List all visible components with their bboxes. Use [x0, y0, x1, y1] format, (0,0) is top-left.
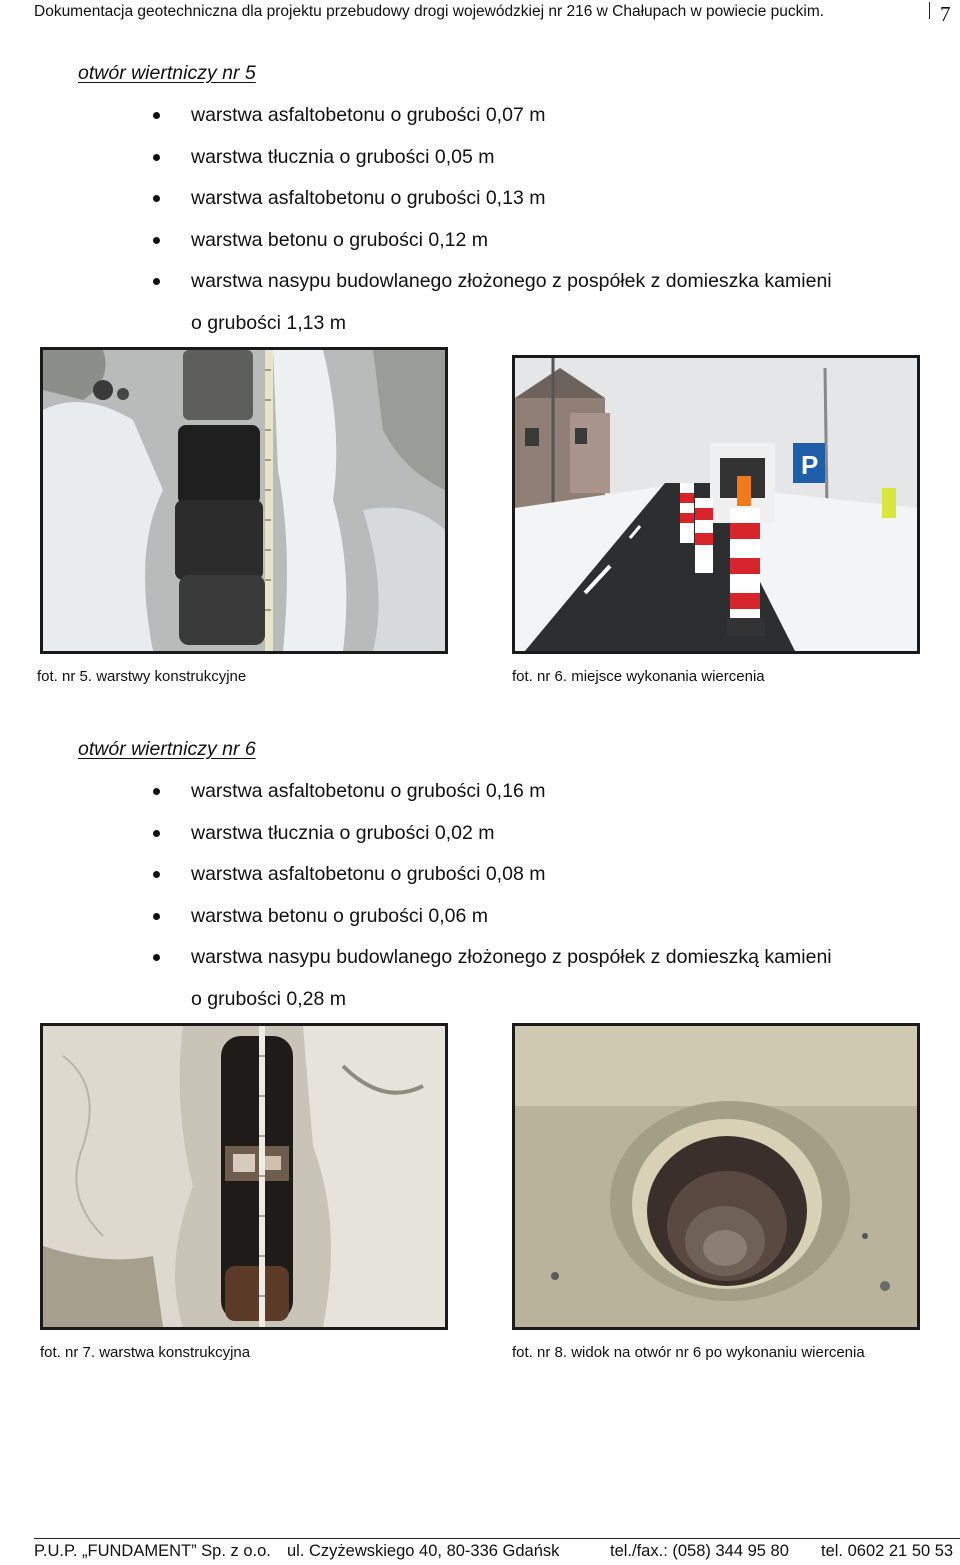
document-header-title: Dokumentacja geotechniczna dla projektu przebudowy drogi wojewódzkiej nr 216 w Chałupach w powiecie puckim.	[34, 3, 825, 20]
list-item: warstwa asfaltobetonu o grubości 0,08 m	[0, 854, 832, 896]
section-heading-borehole-5: otwór wiertniczy nr 5	[78, 62, 256, 84]
section-heading-borehole-6: otwór wiertniczy nr 6	[78, 738, 256, 760]
footer-address: ul. Czyżewskiego 40, 80-336 Gdańsk	[287, 1542, 560, 1560]
bullet-icon	[153, 954, 160, 961]
bullet-icon	[153, 237, 160, 244]
photo-caption-5: fot. nr 5. warstwy konstrukcyjne	[37, 668, 247, 685]
bullet-icon	[153, 871, 160, 878]
photo-borehole-view-8	[512, 1023, 920, 1330]
footer-telfax: tel./fax.: (058) 344 95 80	[610, 1542, 789, 1560]
footer-company: P.U.P. „FUNDAMENT” Sp. z o.o.	[34, 1542, 271, 1560]
photo-caption-6: fot. nr 6. miejsce wykonania wiercenia	[512, 668, 765, 685]
footer-phone: tel. 0602 21 50 53	[821, 1542, 954, 1560]
header-divider	[929, 2, 930, 19]
bullet-icon	[153, 112, 160, 119]
list-item: warstwa nasypu budowlanego złożonego z pospółek z domieszką kamieni	[0, 937, 832, 979]
layer-list-borehole-5	[0, 95, 832, 344]
list-item: warstwa asfaltobetonu o grubości 0,07 m	[0, 95, 832, 137]
photo-core-sample-5	[40, 347, 448, 654]
footer-divider	[34, 1538, 960, 1539]
svg-text:P: P	[801, 450, 819, 480]
bullet-icon	[153, 195, 160, 202]
core-sample-image	[43, 350, 445, 651]
list-item: warstwa tłucznia o grubości 0,05 m	[0, 137, 832, 179]
core-layer-image	[43, 1026, 445, 1327]
photo-core-layer-7	[40, 1023, 448, 1330]
list-item: warstwa asfaltobetonu o grubości 0,13 m	[0, 178, 832, 220]
drilling-site-image	[515, 358, 917, 651]
bullet-icon	[153, 913, 160, 920]
list-item-continuation: o grubości 0,28 m	[191, 987, 347, 1010]
photo-drilling-site-6	[512, 355, 920, 654]
list-item: warstwa betonu o grubości 0,12 m	[0, 220, 832, 262]
page-number: 7	[940, 2, 951, 26]
list-item: warstwa asfaltobetonu o grubości 0,16 m	[0, 771, 832, 813]
borehole-view-image	[515, 1026, 917, 1327]
bullet-icon	[153, 278, 160, 285]
list-item-continuation: o grubości 1,13 m	[191, 311, 347, 334]
layer-list-borehole-6	[0, 771, 832, 1020]
bullet-icon	[153, 788, 160, 795]
photo-caption-7: fot. nr 7. warstwa konstrukcyjna	[40, 1344, 251, 1361]
bullet-icon	[153, 830, 160, 837]
list-item: warstwa tłucznia o grubości 0,02 m	[0, 813, 832, 855]
bullet-icon	[153, 154, 160, 161]
list-item: warstwa betonu o grubości 0,06 m	[0, 896, 832, 938]
list-item: warstwa nasypu budowlanego złożonego z pospółek z domieszka kamieni	[0, 261, 832, 303]
photo-caption-8: fot. nr 8. widok na otwór nr 6 po wykonaniu wiercenia	[512, 1344, 865, 1361]
